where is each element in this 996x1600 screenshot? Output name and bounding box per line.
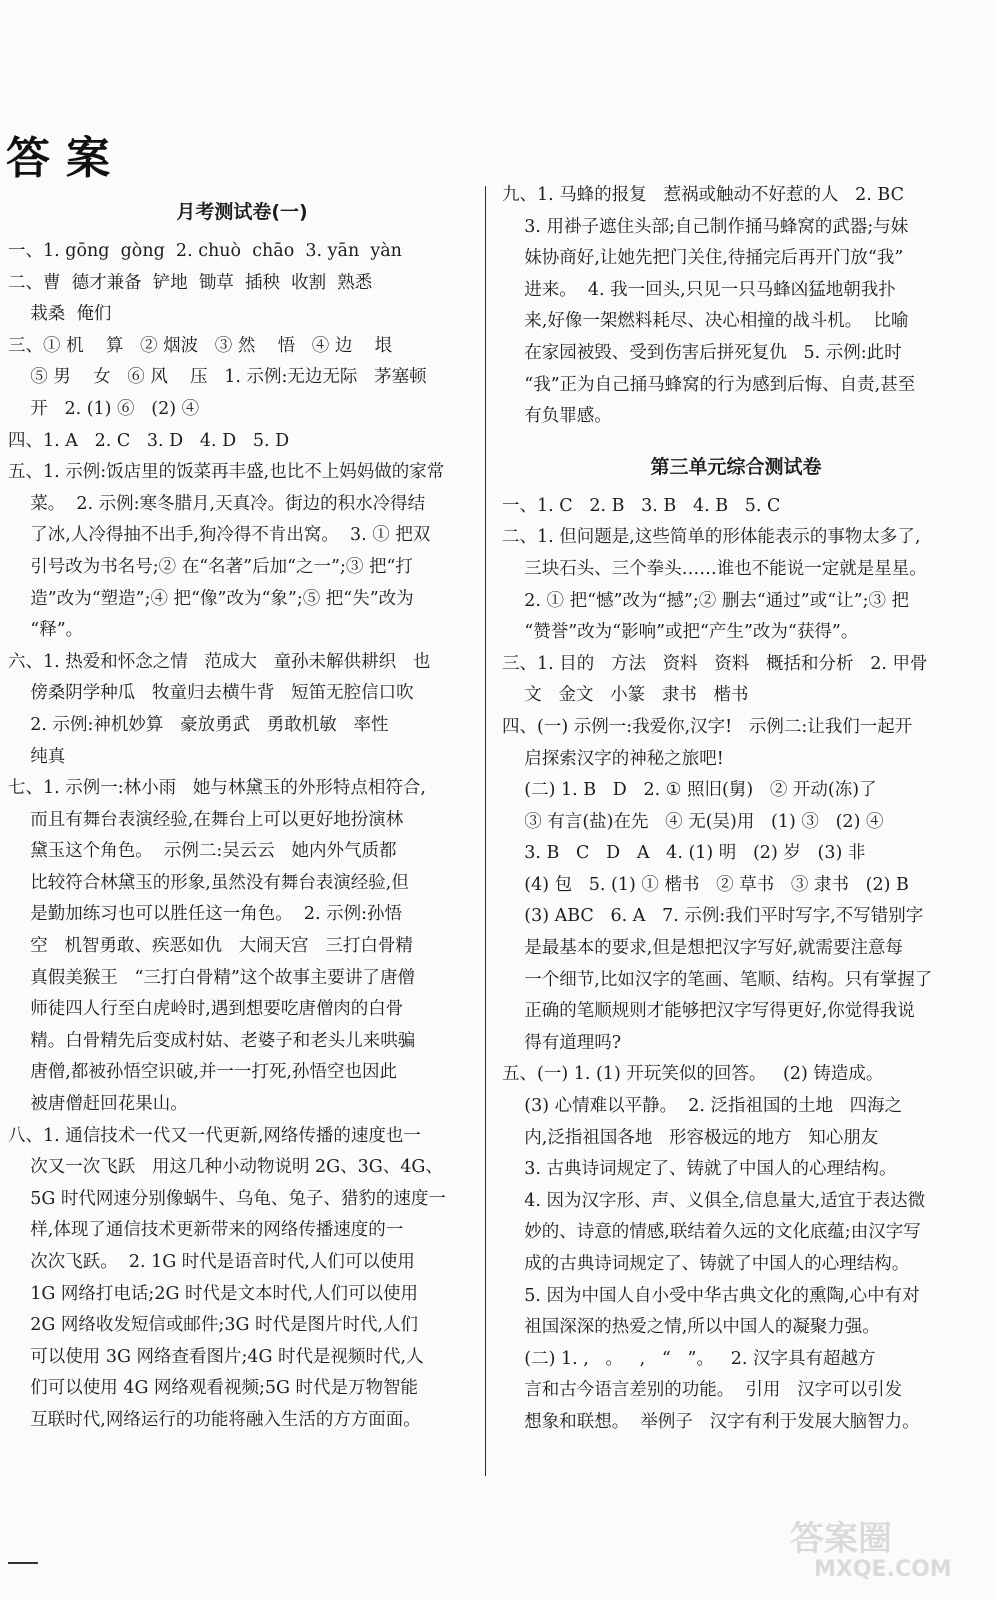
answer-line: 想象和联想。 举例子 汉字有利于发展大脑智力。 — [502, 1411, 920, 1432]
answer-line: 2. ① 把“憾”改为“撼”;② 删去“通过”或“让”;③ 把 — [502, 590, 910, 611]
answer-line: (二) 1. , 。 , “ ”。 2. 汉字具有超越方 — [502, 1348, 876, 1369]
answer-line: 3. 用褂子遮住头部;自己制作捅马蜂窝的武器;与妹 — [502, 216, 909, 237]
answer-line: 次次飞跃。 2. 1G 时代是语音时代,人们可以使用 — [8, 1252, 415, 1272]
answer-line: 栽桑 俺们 — [8, 304, 112, 325]
answer-line: 三块石头、三个拳头……谁也不能说一定就是星星。 — [502, 558, 927, 579]
answer-line: 5G 时代网速分别像蜗牛、乌龟、兔子、猎豹的速度一 — [8, 1188, 446, 1209]
answer-line: 被唐僧赶回花果山。 — [8, 1094, 188, 1115]
answer-line: 一个细节,比如汉字的笔画、笔顺、结构。只有掌握了 — [502, 969, 933, 990]
answer-line: 1G 网络打电话;2G 时代是文本时代,人们可以使用 — [8, 1283, 419, 1304]
answer-line: 互联时代,网络运行的功能将融入生活的方方面面。 — [8, 1409, 421, 1430]
watermark-subtext: MXQE.COM — [814, 1557, 952, 1582]
answer-line: 进来。 4. 我一回头,只见一只马蜂凶猛地朝我扑 — [502, 279, 896, 300]
answer-line: 菜。 2. 示例:寒冬腊月,天真冷。街边的积水冷得结 — [8, 493, 426, 514]
watermark-text: 答案圈 — [790, 1519, 892, 1559]
page-title: 答案 — [6, 133, 126, 184]
answer-line: 来,好像一架燃料耗尽、决心相撞的战斗机。 比喻 — [502, 311, 909, 332]
answer-line: (4) 包 5. (1) ① 楷书 ② 草书 ③ 隶书 (2) B — [502, 874, 909, 895]
answer-line: 2. 示例:神机妙算 豪放勇武 勇敢机敏 率性 — [8, 714, 389, 735]
answer-line: 有负罪感。 — [502, 406, 612, 427]
answer-line: 了冰,人冷得抽不出手,狗冷得不肯出窝。 3. ① 把双 — [8, 525, 431, 546]
answer-line: 得有道理吗? — [502, 1032, 622, 1053]
section-title-monthly-test: 月考测试卷(一) — [176, 201, 308, 223]
answer-line: 五、1. 示例:饭店里的饭菜再丰盛,也比不上妈妈做的家常 — [8, 462, 445, 483]
answer-line: 内,泛指祖国各地 形容极远的地方 知心朋友 — [502, 1127, 879, 1148]
answer-line: 5. 因为中国人自小受中华古典文化的熏陶,心中有对 — [502, 1285, 920, 1306]
answer-line: 妹协商好,让她先把门关住,待捅完后再开门放“我” — [502, 248, 904, 269]
answer-line: 四、1. A 2. C 3. D 4. D 5. D — [8, 430, 290, 451]
answer-line: 3. B C D A 4. (1) 明 (2) 岁 (3) 非 — [502, 843, 866, 864]
left-column — [8, 192, 476, 1437]
answer-line: 引号改为书名号;② 在“名著”后加“之一”;③ 把“打 — [8, 556, 413, 577]
answer-line: ③ 有言(盐)在先 ④ 无(吴)用 (1) ③ (2) ④ — [502, 811, 884, 832]
answer-line: 三、1. 目的 方法 资料 资料 概括和分析 2. 甲骨 — [502, 653, 928, 674]
answer-line: 祖国深深的热爱之情,所以中国人的凝聚力强。 — [502, 1317, 880, 1338]
answer-line: 文 金文 小篆 隶书 楷书 — [502, 685, 749, 706]
answer-line: 启探索汉字的神秘之旅吧! — [502, 748, 724, 769]
answer-line: (二) 1. B D 2. ① 照旧(舅) ② 开动(冻)了 — [502, 780, 877, 801]
answer-line: 黛玉这个角色。 示例二:吴云云 她内外气质都 — [8, 841, 397, 862]
answer-line: 九、1. 马蜂的报复 惹祸或触动不好惹的人 2. BC — [502, 185, 904, 205]
answer-line: 成的古典诗词规定了、铸就了中国人的心理结构。 — [502, 1254, 910, 1274]
answer-line: “释”。 — [8, 620, 84, 641]
answer-line: 在家园被毁、受到伤害后拼死复仇 5. 示例:此时 — [502, 342, 902, 363]
answer-line: 2G 网络收发短信或邮件;3G 时代是图片时代,人们 — [8, 1315, 419, 1336]
answer-line: 3. 古典诗词规定了、铸就了中国人的心理结构。 — [502, 1159, 897, 1180]
answer-line: 精。白骨精先后变成村姑、老婆子和老头儿来哄骗 — [8, 1030, 416, 1051]
answer-line: 纯真 — [8, 746, 66, 767]
answer-line: 样,体现了通信技术更新带来的网络传播速度的一 — [8, 1220, 404, 1241]
section-body-monthly-test-continued — [502, 180, 970, 433]
right-column — [502, 180, 970, 1439]
answer-line: 八、1. 通信技术一代又一代更新,网络传播的速度也一 — [8, 1125, 421, 1146]
answer-line: 空 机智勇敢、疾恶如仇 大闹天宫 三打白骨精 — [8, 936, 413, 957]
answer-line: 二、1. 但问题是,这些简单的形体能表示的事物太多了, — [502, 527, 921, 548]
answer-line: 言和古今语言差别的功能。 引用 汉字可以引发 — [502, 1380, 903, 1401]
answer-line: 造”改为“塑造”;④ 把“像”改为“象”;⑤ 把“失”改为 — [8, 588, 414, 609]
answer-line: 4. 因为汉字形、声、义俱全,信息量大,适宜于表达微 — [502, 1190, 926, 1211]
answer-line: 比较符合林黛玉的形象,虽然没有舞台表演经验,但 — [8, 872, 409, 893]
answer-line: 是最基本的要求,但是想把汉字写好,就需要注意每 — [502, 938, 903, 959]
answer-line: ⑤ 男 女 ⑥ 风 压 1. 示例:无边无际 茅塞顿 — [8, 367, 427, 388]
watermark-logo — [784, 1506, 974, 1582]
answer-line: 五、(一) 1. (1) 开玩笑似的回答。 (2) 铸造成。 — [502, 1064, 884, 1085]
answer-line: “我”正为自己捅马蜂窝的行为感到后悔、自责,甚至 — [502, 374, 916, 395]
answer-line: (3) ABC 6. A 7. 示例:我们平时写字,不写错别字 — [502, 906, 924, 927]
answer-line: 们可以使用 4G 网络观看视频;5G 时代是万物智能 — [8, 1378, 419, 1399]
section-body-monthly-test — [8, 236, 476, 1437]
page-footer-rule — [8, 1562, 38, 1564]
section-body-unit-three-test — [502, 491, 970, 1439]
answer-line: 一、1. C 2. B 3. B 4. B 5. C — [502, 495, 781, 516]
answer-line: (3) 心情难以平静。 2. 泛指祖国的土地 四海之 — [502, 1096, 903, 1117]
answer-line: 可以使用 3G 网络查看图片;4G 时代是视频时代,人 — [8, 1346, 424, 1367]
answer-line: 次又一次飞跃 用这几种小动物说明 2G、3G、4G、 — [8, 1157, 443, 1178]
answer-line: 而且有舞台表演经验,在舞台上可以更好地扮演林 — [8, 809, 404, 830]
answer-line: 六、1. 热爱和怀念之情 范成大 童孙未解供耕织 也 — [8, 651, 431, 672]
answer-line: 是勤加练习也可以胜任这一角色。 2. 示例:孙悟 — [8, 904, 403, 925]
answer-line: 三、① 机 算 ② 烟波 ③ 然 悟 ④ 边 垠 — [8, 335, 393, 356]
answer-line: 傍桑阴学种瓜 牧童归去横牛背 短笛无腔信口吹 — [8, 683, 414, 704]
answer-line: 师徒四人行至白虎岭时,遇到想要吃唐僧肉的白骨 — [8, 999, 404, 1020]
answer-line: 开 2. (1) ⑥ (2) ④ — [8, 398, 200, 419]
column-divider — [485, 186, 486, 1476]
answer-line: 七、1. 示例一:林小雨 她与林黛玉的外形特点相符合, — [8, 778, 426, 799]
answer-line: 妙的、诗意的情感,联结着久远的文化底蕴;由汉字写 — [502, 1222, 921, 1243]
answer-line: 四、(一) 示例一:我爱你,汉字! 示例二:让我们一起开 — [502, 716, 913, 737]
answer-line: 正确的笔顺规则才能够把汉字写得更好,你觉得我说 — [502, 1001, 915, 1022]
answer-line: 一、1. gōng gòng 2. chuò chāo 3. yān yàn — [8, 241, 402, 261]
section-title-unit-three-test: 第三单元综合测试卷 — [650, 455, 822, 478]
answer-line: 真假美猴王 “三打白骨精”这个故事主要讲了唐僧 — [8, 967, 415, 988]
answer-line: 唐僧,都被孙悟空识破,并一一打死,孙悟空也因此 — [8, 1062, 397, 1083]
answer-line: 二、曹 德才兼备 铲地 锄草 插秧 收割 熟悉 — [8, 272, 373, 293]
answer-line: “赞誉”改为“影响”或把“产生”改为“获得”。 — [502, 622, 859, 643]
